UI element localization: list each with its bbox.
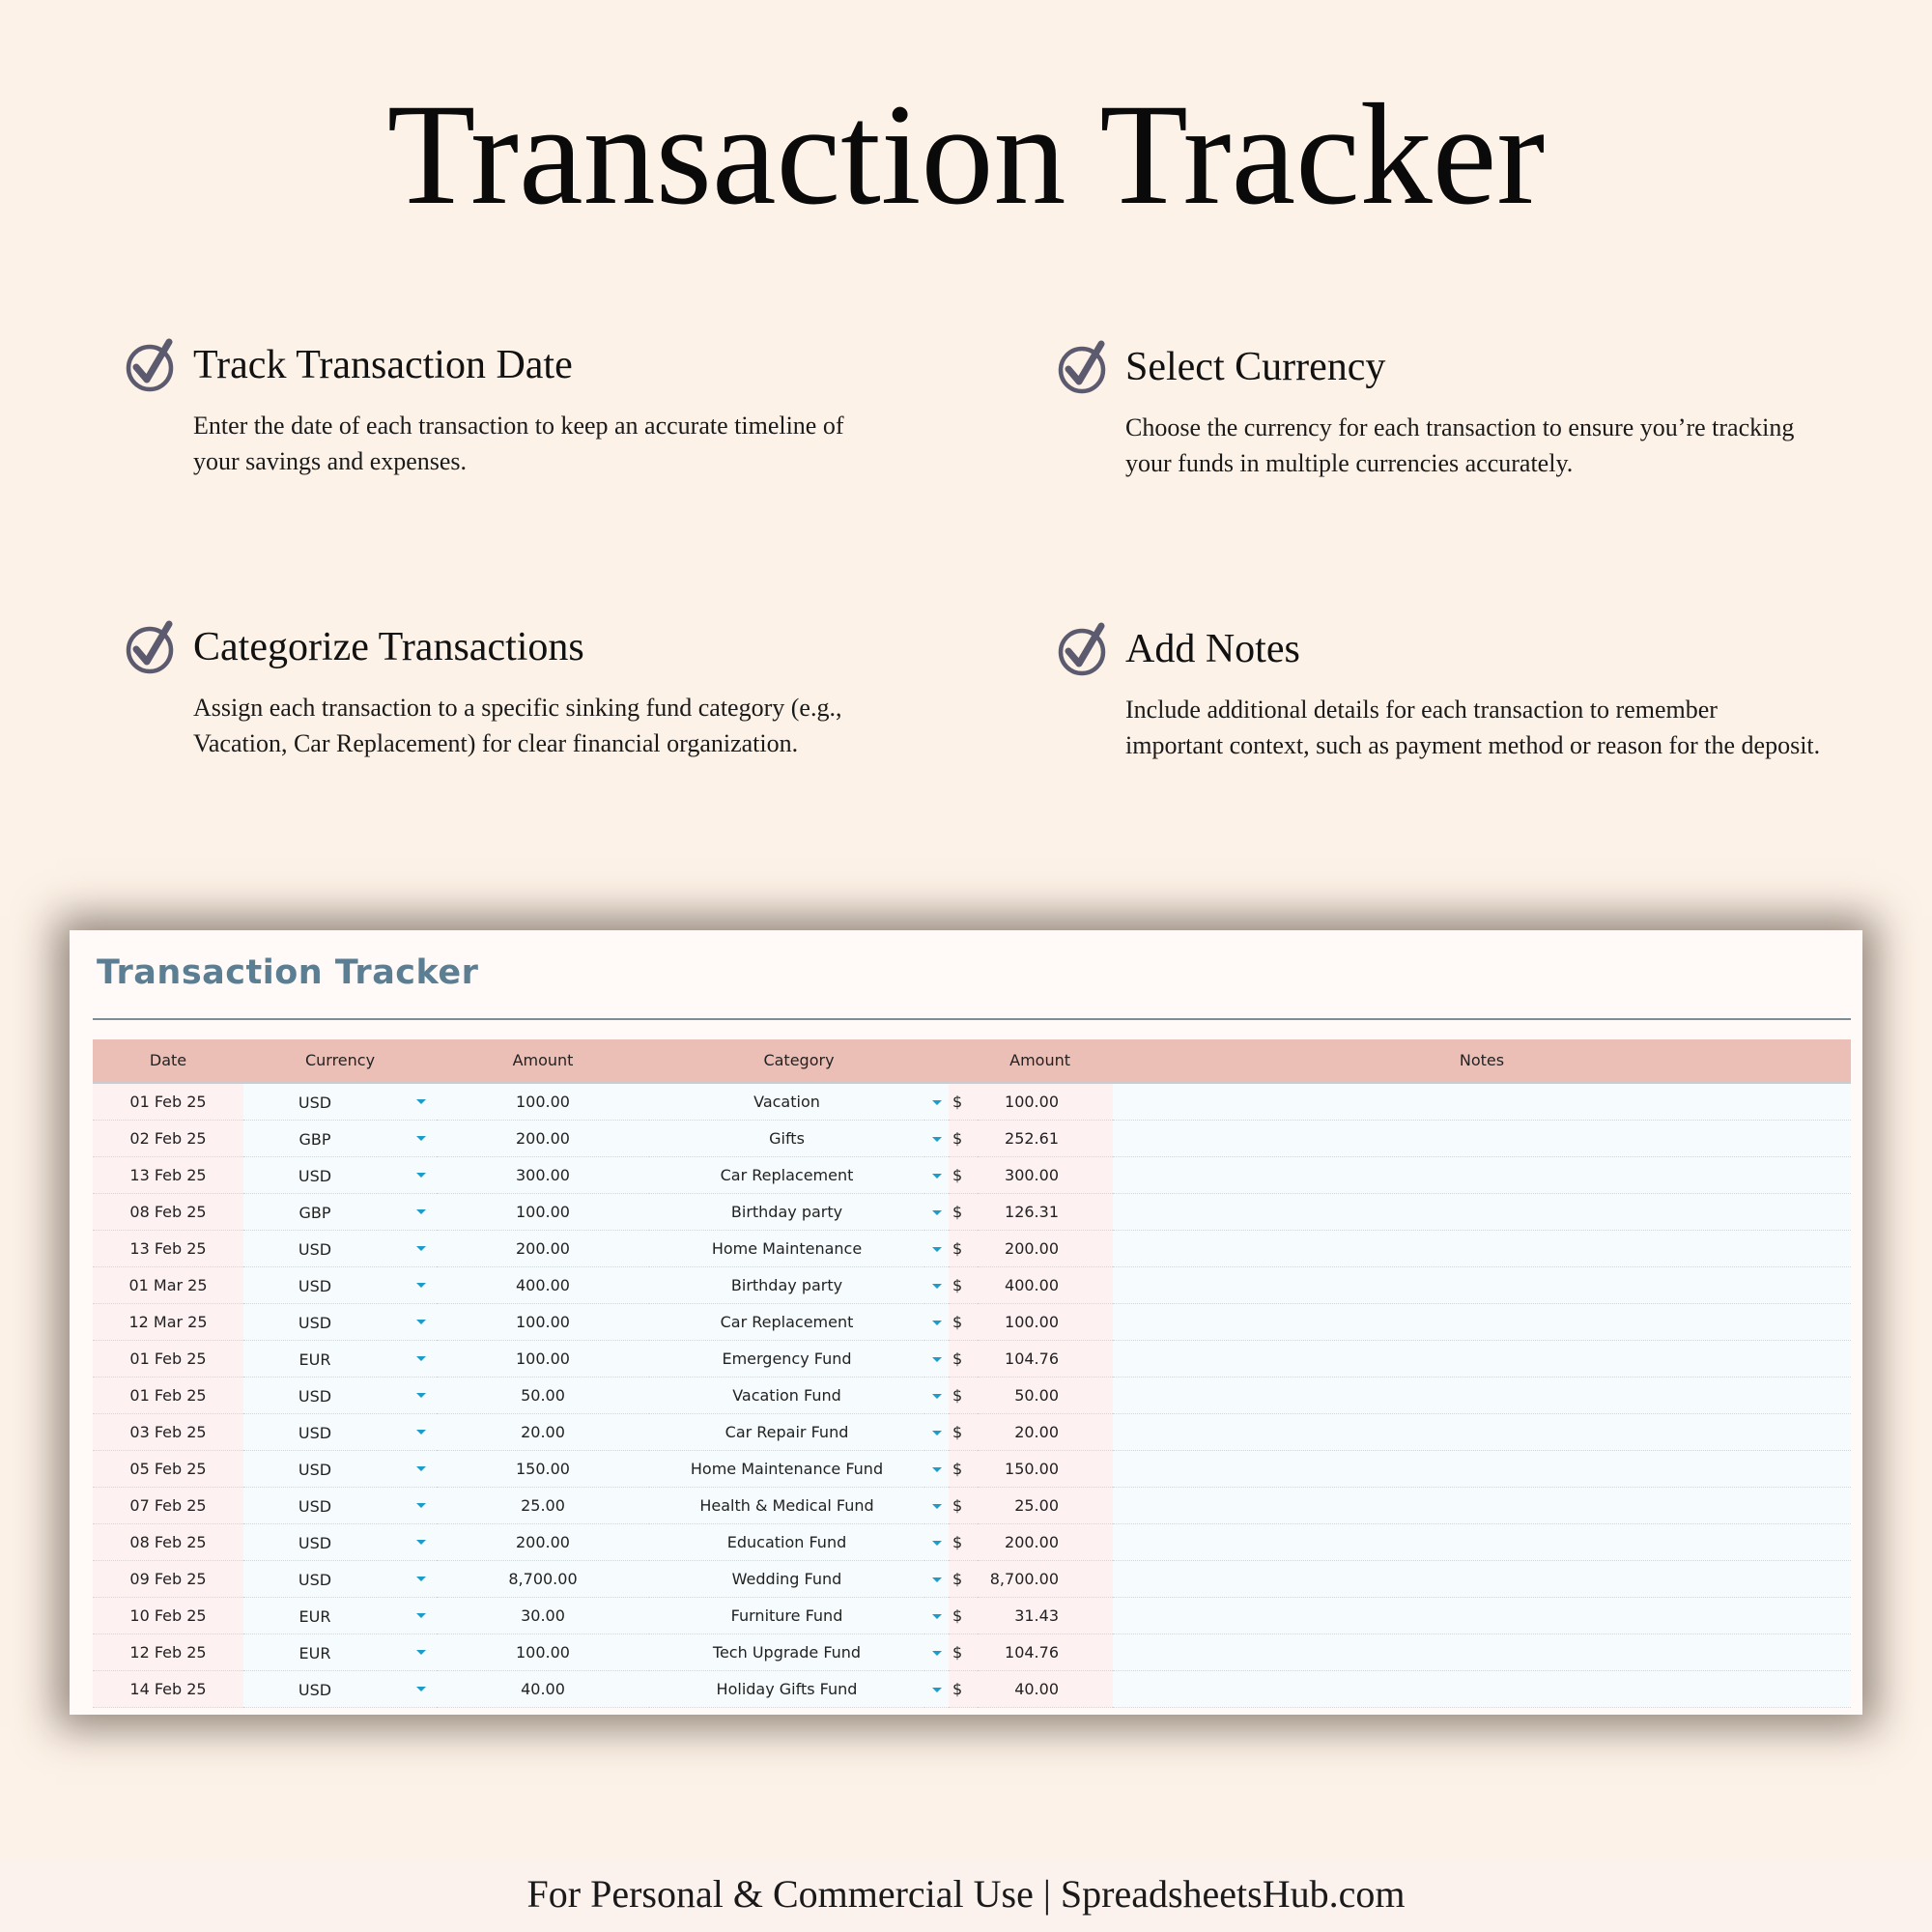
notes-cell[interactable]: [1113, 1157, 1851, 1194]
category-dropdown[interactable]: [924, 1157, 949, 1194]
chevron-down-icon: [932, 1688, 942, 1692]
feature-heading: Track Transaction Date: [193, 343, 573, 387]
amount-cell[interactable]: 8,700.00: [437, 1561, 649, 1598]
category-dropdown[interactable]: [924, 1083, 949, 1121]
category-dropdown[interactable]: [924, 1121, 949, 1157]
date-cell[interactable]: 08 Feb 25: [93, 1194, 243, 1231]
amount-cell[interactable]: 100.00: [437, 1304, 649, 1341]
notes-cell[interactable]: [1113, 1194, 1851, 1231]
column-header-amount[interactable]: Amount: [437, 1039, 649, 1083]
table-row[interactable]: [93, 1378, 1851, 1414]
amount-cell[interactable]: 30.00: [437, 1598, 649, 1634]
notes-cell[interactable]: [1113, 1451, 1851, 1488]
category-cell[interactable]: Birthday party: [649, 1267, 924, 1304]
chevron-down-icon[interactable]: [416, 1209, 426, 1214]
date-cell[interactable]: 05 Feb 25: [93, 1451, 243, 1488]
date-cell[interactable]: 01 Feb 25: [93, 1083, 243, 1121]
check-circle-icon: [1056, 340, 1110, 394]
amount-cell[interactable]: 25.00: [437, 1488, 649, 1524]
currency-cell[interactable]: [243, 1488, 437, 1524]
category-cell[interactable]: Car Repair Fund: [649, 1414, 924, 1451]
category-cell[interactable]: Holiday Gifts Fund: [649, 1671, 924, 1708]
chevron-down-icon[interactable]: [416, 1650, 426, 1655]
table-row[interactable]: [93, 1083, 1851, 1121]
amount-cell[interactable]: 200.00: [437, 1524, 649, 1561]
feature-heading: Categorize Transactions: [193, 625, 584, 669]
currency-cell[interactable]: [243, 1671, 437, 1708]
category-dropdown[interactable]: [924, 1341, 949, 1378]
category-cell[interactable]: Health & Medical Fund: [649, 1488, 924, 1524]
currency-value: USD: [298, 1534, 332, 1552]
amount-cell[interactable]: 100.00: [437, 1194, 649, 1231]
table-row[interactable]: [93, 1304, 1851, 1341]
category-cell[interactable]: Vacation Fund: [649, 1378, 924, 1414]
category-dropdown[interactable]: [924, 1414, 949, 1451]
category-cell[interactable]: Furniture Fund: [649, 1598, 924, 1634]
table-row[interactable]: [93, 1598, 1851, 1634]
chevron-down-icon[interactable]: [416, 1356, 426, 1361]
currency-symbol: $: [949, 1157, 978, 1194]
currency-cell[interactable]: [243, 1561, 437, 1598]
category-dropdown[interactable]: [924, 1634, 949, 1671]
notes-cell[interactable]: [1113, 1231, 1851, 1267]
column-header-converted-amount[interactable]: Amount: [949, 1039, 1113, 1083]
amount-cell[interactable]: 100.00: [437, 1083, 649, 1121]
table-row[interactable]: [93, 1231, 1851, 1267]
converted-amount-cell: 100.00: [978, 1304, 1113, 1341]
currency-symbol: $: [949, 1083, 978, 1121]
notes-cell[interactable]: [1113, 1414, 1851, 1451]
notes-cell[interactable]: [1113, 1488, 1851, 1524]
chevron-down-icon: [932, 1467, 942, 1472]
currency-value: USD: [298, 1094, 332, 1112]
currency-value: GBP: [298, 1204, 331, 1222]
currency-symbol: $: [949, 1194, 978, 1231]
category-cell[interactable]: Vacation: [649, 1083, 924, 1121]
category-cell[interactable]: Car Replacement: [649, 1304, 924, 1341]
feature-heading: Add Notes: [1125, 627, 1300, 671]
currency-cell[interactable]: [243, 1341, 437, 1378]
converted-amount-cell: 100.00: [978, 1083, 1113, 1121]
page-title: Transaction Tracker: [386, 74, 1546, 235]
category-dropdown[interactable]: [924, 1267, 949, 1304]
currency-value: USD: [298, 1424, 332, 1442]
date-cell[interactable]: 13 Feb 25: [93, 1231, 243, 1267]
chevron-down-icon[interactable]: [416, 1540, 426, 1545]
feature-description: Include additional details for each transaction to remember important context, such as payment method or reason for the deposit.: [1125, 696, 1821, 759]
currency-cell[interactable]: [243, 1083, 437, 1121]
category-dropdown[interactable]: [924, 1304, 949, 1341]
chevron-down-icon: [932, 1394, 942, 1399]
amount-cell[interactable]: 200.00: [437, 1231, 649, 1267]
category-cell[interactable]: Home Maintenance: [649, 1231, 924, 1267]
converted-amount-cell: 25.00: [978, 1488, 1113, 1524]
feature-heading: Select Currency: [1125, 345, 1386, 389]
category-dropdown[interactable]: [924, 1194, 949, 1231]
table-row[interactable]: [93, 1267, 1851, 1304]
chevron-down-icon[interactable]: [416, 1136, 426, 1141]
category-cell[interactable]: Gifts: [649, 1121, 924, 1157]
currency-cell[interactable]: [243, 1414, 437, 1451]
amount-cell[interactable]: 40.00: [437, 1671, 649, 1708]
notes-cell[interactable]: [1113, 1524, 1851, 1561]
currency-symbol: $: [949, 1524, 978, 1561]
footer-text: For Personal & Commercial Use | SpreadsheetsHub.com: [526, 1872, 1406, 1916]
notes-cell[interactable]: [1113, 1267, 1851, 1304]
currency-symbol: $: [949, 1561, 978, 1598]
table-row[interactable]: [93, 1451, 1851, 1488]
chevron-down-icon: [932, 1431, 942, 1435]
category-cell[interactable]: Home Maintenance Fund: [649, 1451, 924, 1488]
category-dropdown[interactable]: [924, 1378, 949, 1414]
date-cell[interactable]: 07 Feb 25: [93, 1488, 243, 1524]
chevron-down-icon[interactable]: [416, 1099, 426, 1104]
chevron-down-icon[interactable]: [416, 1613, 426, 1618]
currency-value: USD: [298, 1277, 332, 1295]
chevron-down-icon: [932, 1100, 942, 1105]
currency-symbol: $: [949, 1488, 978, 1524]
converted-amount-cell: 31.43: [978, 1598, 1113, 1634]
date-cell[interactable]: 12 Mar 25: [93, 1304, 243, 1341]
date-cell[interactable]: 12 Feb 25: [93, 1634, 243, 1671]
category-cell[interactable]: Car Replacement: [649, 1157, 924, 1194]
currency-symbol: $: [949, 1231, 978, 1267]
currency-symbol: $: [949, 1598, 978, 1634]
amount-cell[interactable]: 300.00: [437, 1157, 649, 1194]
chevron-down-icon: [932, 1357, 942, 1362]
chevron-down-icon: [932, 1137, 942, 1142]
amount-cell[interactable]: 150.00: [437, 1451, 649, 1488]
currency-cell[interactable]: [243, 1634, 437, 1671]
converted-amount-cell: 252.61: [978, 1121, 1113, 1157]
sheet-title: Transaction Tracker: [97, 953, 479, 992]
category-cell[interactable]: Birthday party: [649, 1194, 924, 1231]
title-divider: [93, 1018, 1851, 1020]
table-row[interactable]: [93, 1524, 1851, 1561]
amount-cell[interactable]: 200.00: [437, 1121, 649, 1157]
currency-symbol: $: [949, 1414, 978, 1451]
chevron-down-icon[interactable]: [416, 1503, 426, 1508]
category-cell[interactable]: Education Fund: [649, 1524, 924, 1561]
currency-symbol: $: [949, 1378, 978, 1414]
chevron-down-icon[interactable]: [416, 1393, 426, 1398]
amount-cell[interactable]: 20.00: [437, 1414, 649, 1451]
currency-cell[interactable]: [243, 1524, 437, 1561]
check-circle-icon: [124, 338, 178, 392]
spreadsheet-preview: [70, 930, 1862, 1715]
currency-value: USD: [298, 1497, 332, 1516]
currency-cell[interactable]: [243, 1231, 437, 1267]
currency-value: EUR: [298, 1644, 331, 1662]
amount-cell[interactable]: 400.00: [437, 1267, 649, 1304]
currency-value: USD: [298, 1387, 332, 1406]
date-cell[interactable]: 10 Feb 25: [93, 1598, 243, 1634]
notes-cell[interactable]: [1113, 1341, 1851, 1378]
currency-symbol: $: [949, 1634, 978, 1671]
currency-cell[interactable]: [243, 1267, 437, 1304]
currency-symbol: $: [949, 1451, 978, 1488]
table-row[interactable]: [93, 1414, 1851, 1451]
notes-cell[interactable]: [1113, 1083, 1851, 1121]
chevron-down-icon[interactable]: [416, 1687, 426, 1691]
column-header-category[interactable]: Category: [649, 1039, 949, 1083]
converted-amount-cell: 104.76: [978, 1634, 1113, 1671]
amount-cell[interactable]: 100.00: [437, 1341, 649, 1378]
chevron-down-icon[interactable]: [416, 1246, 426, 1251]
column-header-date[interactable]: Date: [93, 1039, 243, 1083]
converted-amount-cell: 300.00: [978, 1157, 1113, 1194]
converted-amount-cell: 150.00: [978, 1451, 1113, 1488]
table-row[interactable]: [93, 1671, 1851, 1708]
chevron-down-icon[interactable]: [416, 1283, 426, 1288]
column-header-notes[interactable]: Notes: [1113, 1039, 1851, 1083]
converted-amount-cell: 20.00: [978, 1414, 1113, 1451]
converted-amount-cell: 40.00: [978, 1671, 1113, 1708]
chevron-down-icon[interactable]: [416, 1577, 426, 1581]
date-cell[interactable]: 01 Feb 25: [93, 1378, 243, 1414]
category-dropdown[interactable]: [924, 1451, 949, 1488]
currency-cell[interactable]: [243, 1598, 437, 1634]
currency-value: USD: [298, 1681, 332, 1699]
chevron-down-icon: [932, 1577, 942, 1582]
currency-value: EUR: [298, 1607, 331, 1626]
date-cell[interactable]: 01 Mar 25: [93, 1267, 243, 1304]
chevron-down-icon: [932, 1504, 942, 1509]
currency-value: USD: [298, 1314, 332, 1332]
category-dropdown[interactable]: [924, 1671, 949, 1708]
chevron-down-icon: [932, 1247, 942, 1252]
notes-cell[interactable]: [1113, 1121, 1851, 1157]
converted-amount-cell: 8,700.00: [978, 1561, 1113, 1598]
date-cell[interactable]: 03 Feb 25: [93, 1414, 243, 1451]
chevron-down-icon[interactable]: [416, 1320, 426, 1324]
table-row[interactable]: [93, 1157, 1851, 1194]
date-cell[interactable]: 09 Feb 25: [93, 1561, 243, 1598]
currency-cell[interactable]: [243, 1304, 437, 1341]
date-cell[interactable]: 02 Feb 25: [93, 1121, 243, 1157]
table-row[interactable]: [93, 1121, 1851, 1157]
chevron-down-icon: [932, 1541, 942, 1546]
table-header-row: [93, 1039, 1851, 1083]
currency-symbol: $: [949, 1341, 978, 1378]
currency-cell[interactable]: [243, 1157, 437, 1194]
currency-value: GBP: [298, 1130, 331, 1149]
notes-cell[interactable]: [1113, 1598, 1851, 1634]
notes-cell[interactable]: [1113, 1634, 1851, 1671]
check-circle-icon: [124, 620, 178, 674]
category-dropdown[interactable]: [924, 1231, 949, 1267]
currency-symbol: $: [949, 1267, 978, 1304]
currency-cell[interactable]: [243, 1378, 437, 1414]
converted-amount-cell: 200.00: [978, 1231, 1113, 1267]
chevron-down-icon: [932, 1614, 942, 1619]
notes-cell[interactable]: [1113, 1561, 1851, 1598]
notes-cell[interactable]: [1113, 1671, 1851, 1708]
date-cell[interactable]: 01 Feb 25: [93, 1341, 243, 1378]
date-cell[interactable]: 14 Feb 25: [93, 1671, 243, 1708]
category-dropdown[interactable]: [924, 1598, 949, 1634]
chevron-down-icon: [932, 1284, 942, 1289]
currency-cell[interactable]: [243, 1194, 437, 1231]
table-row[interactable]: [93, 1634, 1851, 1671]
feature-description: Assign each transaction to a specific sinking fund category (e.g., Vacation, Car Replacement) for clear financial organization.: [193, 694, 842, 757]
currency-cell[interactable]: [243, 1121, 437, 1157]
amount-cell[interactable]: 50.00: [437, 1378, 649, 1414]
notes-cell[interactable]: [1113, 1378, 1851, 1414]
notes-cell[interactable]: [1113, 1304, 1851, 1341]
amount-cell[interactable]: 100.00: [437, 1634, 649, 1671]
currency-symbol: $: [949, 1671, 978, 1708]
converted-amount-cell: 400.00: [978, 1267, 1113, 1304]
table-row[interactable]: [93, 1561, 1851, 1598]
converted-amount-cell: 104.76: [978, 1341, 1113, 1378]
table-row[interactable]: [93, 1194, 1851, 1231]
category-cell[interactable]: Wedding Fund: [649, 1561, 924, 1598]
category-dropdown[interactable]: [924, 1561, 949, 1598]
currency-value: EUR: [298, 1350, 331, 1369]
category-cell[interactable]: Tech Upgrade Fund: [649, 1634, 924, 1671]
currency-value: USD: [298, 1240, 332, 1259]
chevron-down-icon[interactable]: [416, 1466, 426, 1471]
date-cell[interactable]: 08 Feb 25: [93, 1524, 243, 1561]
chevron-down-icon: [932, 1321, 942, 1325]
currency-symbol: $: [949, 1304, 978, 1341]
chevron-down-icon: [932, 1174, 942, 1179]
transactions-table: [93, 1039, 1851, 1708]
converted-amount-cell: 126.31: [978, 1194, 1113, 1231]
currency-value: USD: [298, 1167, 332, 1185]
table-row[interactable]: [93, 1488, 1851, 1524]
category-dropdown[interactable]: [924, 1488, 949, 1524]
chevron-down-icon[interactable]: [416, 1430, 426, 1435]
feature-description: Enter the date of each transaction to keep an accurate timeline of your savings and expenses.: [193, 412, 844, 475]
check-circle-icon: [1056, 622, 1110, 676]
chevron-down-icon[interactable]: [416, 1173, 426, 1178]
chevron-down-icon: [932, 1651, 942, 1656]
table-row[interactable]: [93, 1341, 1851, 1378]
date-cell[interactable]: 13 Feb 25: [93, 1157, 243, 1194]
currency-cell[interactable]: [243, 1451, 437, 1488]
feature-description: Choose the currency for each transaction to ensure you’re tracking your funds in multiple currencies accurately.: [1125, 413, 1795, 477]
converted-amount-cell: 200.00: [978, 1524, 1113, 1561]
currency-symbol: $: [949, 1121, 978, 1157]
converted-amount-cell: 50.00: [978, 1378, 1113, 1414]
category-dropdown[interactable]: [924, 1524, 949, 1561]
chevron-down-icon: [932, 1210, 942, 1215]
currency-value: USD: [298, 1571, 332, 1589]
currency-value: USD: [298, 1461, 332, 1479]
category-cell[interactable]: Emergency Fund: [649, 1341, 924, 1378]
column-header-currency[interactable]: Currency: [243, 1039, 437, 1083]
